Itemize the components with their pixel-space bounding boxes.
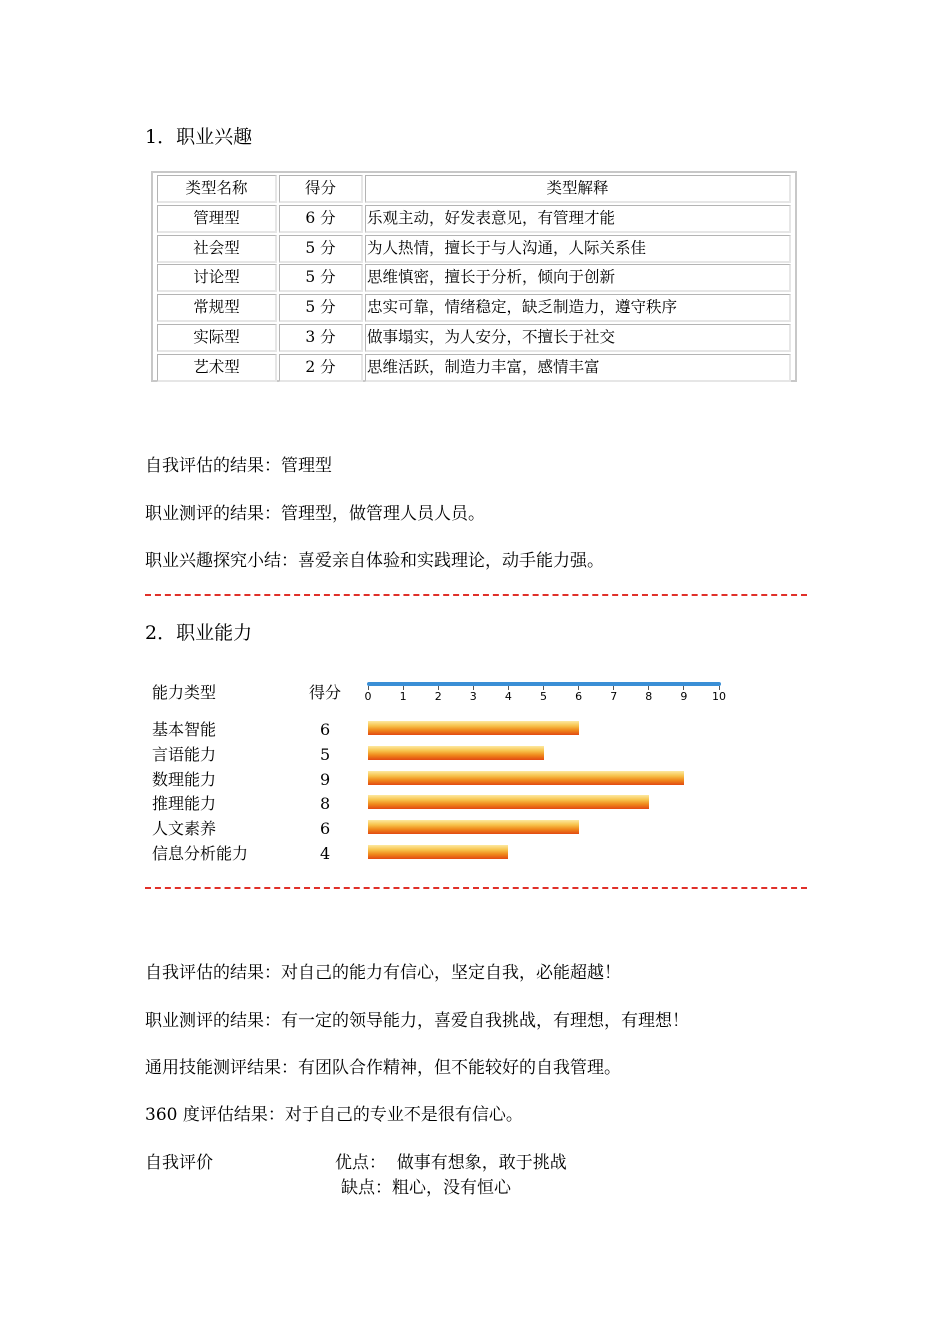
axis-tick-label: 6 — [575, 690, 583, 703]
ability-bar — [368, 795, 649, 809]
dashed-separator — [145, 887, 807, 889]
table-cell-description: 乐观主动，好发表意见，有管理才能 — [365, 205, 791, 233]
section-heading-ability: 2．职业能力 — [145, 622, 253, 644]
score-header: 得分 — [309, 683, 342, 702]
ability-name: 言语能力 — [152, 744, 217, 764]
axis-tick-label: 4 — [504, 690, 512, 703]
axis-tick-label: 3 — [469, 690, 477, 703]
ability-name: 数理能力 — [152, 769, 217, 789]
table-cell-description: 为人热情，擅长于与人沟通，人际关系佳 — [365, 235, 791, 263]
table-cell-type-name: 社会型 — [157, 235, 277, 263]
table-cell-description: 做事塌实，为人安分，不擅长于社交 — [365, 324, 791, 352]
ability-type-header: 能力类型 — [152, 683, 217, 702]
ability-bar — [368, 771, 684, 785]
ability-bar — [368, 721, 579, 735]
ability-name: 人文素养 — [152, 819, 217, 839]
axis-tick-label: 10 — [712, 690, 726, 703]
dashed-separator — [145, 594, 807, 596]
table-header-score: 得分 — [279, 175, 363, 203]
career-test-result: 职业测评的结果：管理型，做管理人员人员。 — [145, 504, 485, 524]
self-evaluation-label: 自我评价 — [145, 1153, 213, 1173]
table-header-description: 类型解释 — [365, 175, 791, 203]
table-cell-score: 5 分 — [279, 294, 363, 322]
general-skills-result: 通用技能测评结果：有团队合作精神，但不能较好的自我管理。 — [145, 1058, 621, 1078]
axis-line — [367, 682, 721, 686]
interest-summary: 职业兴趣探究小结：喜爱亲自体验和实践理论，动手能力强。 — [145, 551, 604, 571]
axis-tick-label: 2 — [434, 690, 442, 703]
table-cell-type-name: 管理型 — [157, 205, 277, 233]
cons-text: 缺点：粗心，没有恒心 — [341, 1178, 511, 1198]
table-cell-type-name: 艺术型 — [157, 354, 277, 382]
table-cell-type-name: 实际型 — [157, 324, 277, 352]
ability-name: 信息分析能力 — [152, 844, 249, 863]
axis-tick-label: 0 — [364, 690, 372, 703]
table-cell-score: 3 分 — [279, 324, 363, 352]
ability-score: 5 — [320, 744, 331, 764]
ability-bar — [368, 746, 544, 760]
table-cell-score: 5 分 — [279, 235, 363, 263]
table-header-type-name: 类型名称 — [157, 175, 277, 203]
table-cell-description: 思维活跃，制造力丰富，感情丰富 — [365, 354, 791, 382]
axis-tick-label: 9 — [680, 690, 688, 703]
axis-tick-label: 7 — [610, 690, 618, 703]
pros-text: 优点： 做事有想象，敢于挑战 — [335, 1153, 567, 1173]
ability-bar — [368, 845, 508, 859]
section-heading-interest: 1．职业兴趣 — [145, 126, 253, 148]
ability-score: 9 — [320, 769, 331, 789]
table-cell-type-name: 常规型 — [157, 294, 277, 322]
table-cell-score: 2 分 — [279, 354, 363, 382]
ability-name: 推理能力 — [152, 794, 217, 814]
self-assessment-ability-result: 自我评估的结果：对自己的能力有信心，坚定自我，必能超越！ — [145, 963, 621, 983]
ability-score: 6 — [320, 819, 331, 839]
table-cell-type-name: 讨论型 — [157, 264, 277, 292]
axis-tick-label: 8 — [645, 690, 653, 703]
assessment-360-result: 360 度评估结果：对于自己的专业不是很有信心。 — [145, 1105, 523, 1125]
table-cell-description: 忠实可靠，情绪稳定，缺乏制造力，遵守秩序 — [365, 294, 791, 322]
axis-tick-label: 5 — [540, 690, 547, 703]
career-test-ability-result: 职业测评的结果：有一定的领导能力，喜爱自我挑战，有理想，有理想！ — [145, 1011, 689, 1031]
ability-score: 8 — [320, 794, 331, 814]
table-cell-score: 6 分 — [279, 205, 363, 233]
self-assessment-result: 自我评估的结果：管理型 — [145, 456, 332, 476]
ability-name: 基本智能 — [152, 720, 217, 739]
axis-tick-label: 1 — [399, 690, 407, 703]
table-cell-description: 思维慎密，擅长于分析，倾向于创新 — [365, 264, 791, 292]
ability-bar — [368, 820, 579, 834]
ability-score: 6 — [320, 720, 331, 739]
ability-score: 4 — [320, 844, 331, 863]
table-cell-score: 5 分 — [279, 264, 363, 292]
